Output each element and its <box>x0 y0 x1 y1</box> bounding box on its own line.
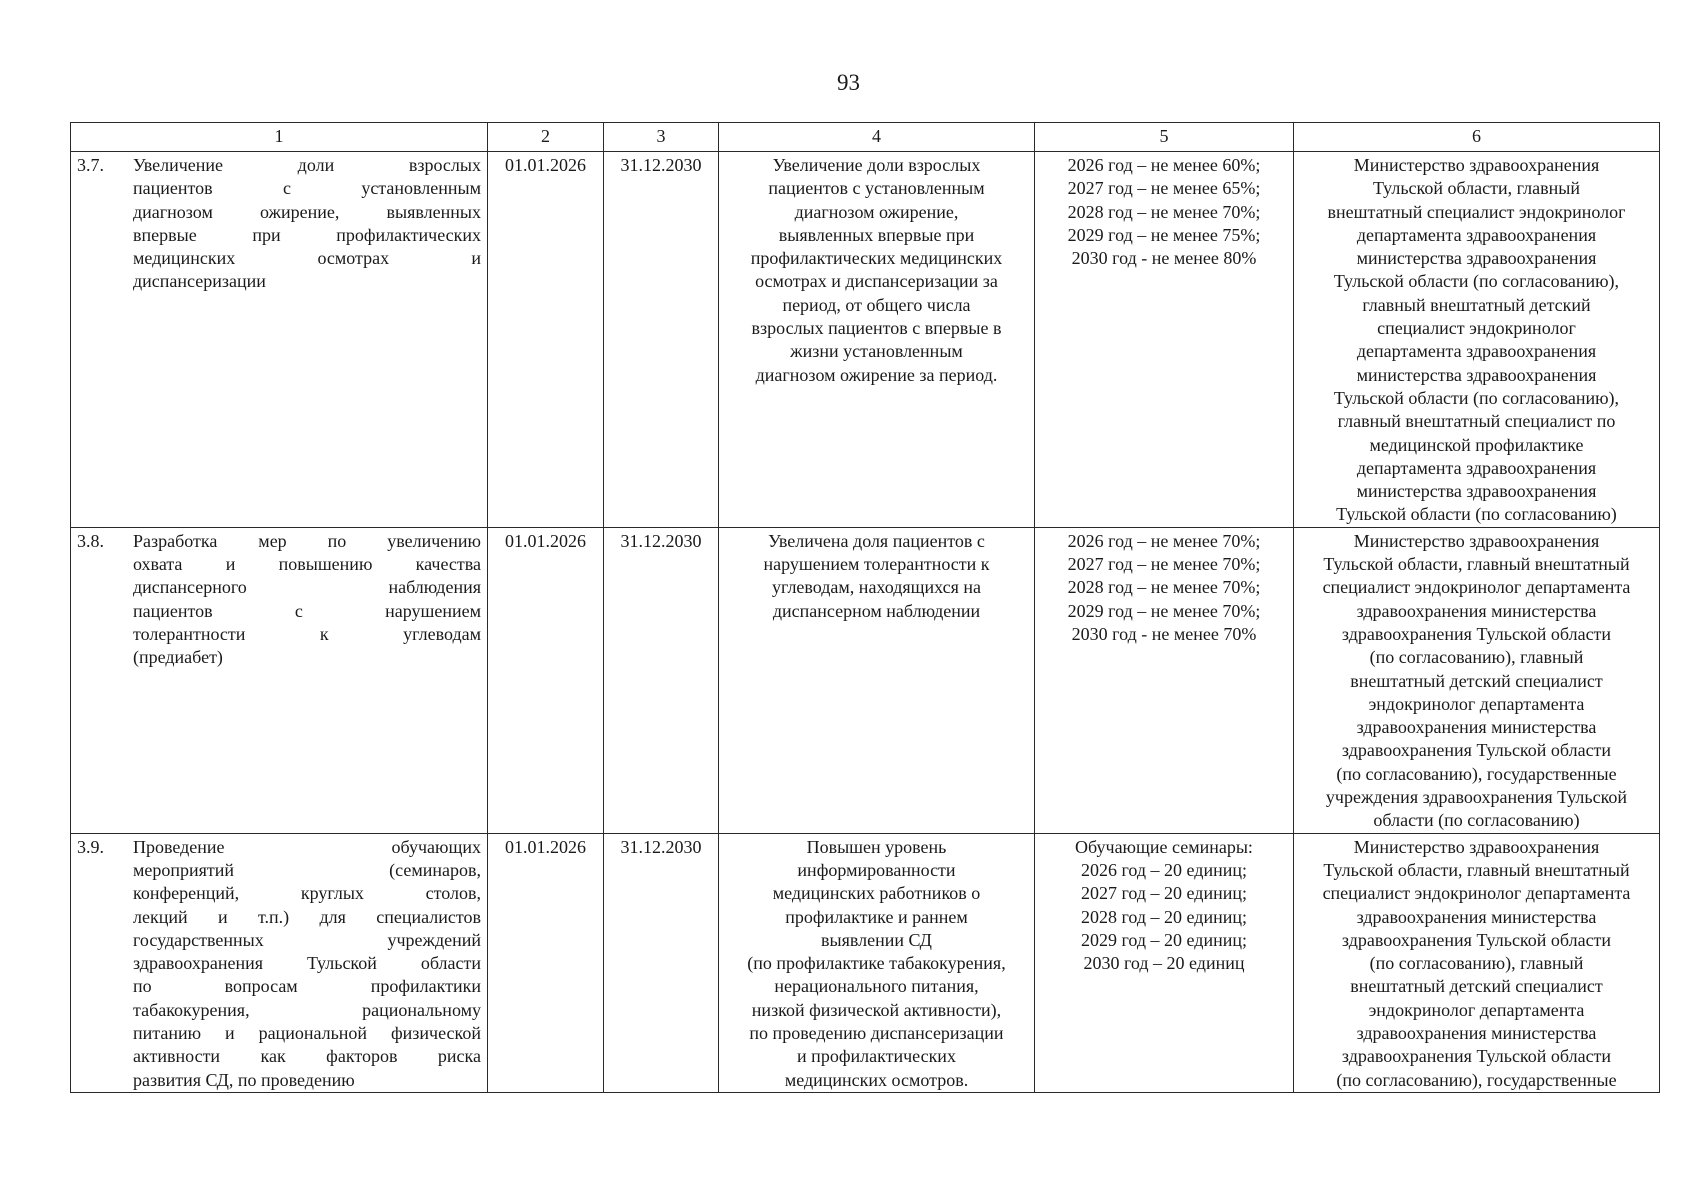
table-row <box>71 152 1660 528</box>
text-line: 2026 год – не менее 70%; <box>1067 530 1261 551</box>
text-line: диагнозом ожирение за период. <box>755 364 998 385</box>
text-line: 2026 год – не менее 60%; <box>1067 155 1261 175</box>
text-line: конференций, круглых столов, <box>133 883 481 904</box>
column-header-5: 5 <box>1035 123 1294 152</box>
table-row <box>71 527 1660 833</box>
responsible-executors <box>1294 527 1660 833</box>
measure-name <box>133 836 481 1092</box>
text-line: Министерство здравоохранения <box>1353 530 1600 551</box>
text-line: эндокринолог департамента <box>1368 999 1585 1020</box>
text-line: Обучающие семинары: <box>1075 836 1253 857</box>
text-line: медицинских работников о <box>772 883 981 904</box>
text-line: диагнозом ожирение, выявленных <box>133 201 481 222</box>
text-line: 2030 год – 20 единиц <box>1083 953 1245 974</box>
text-line: 2028 год – не менее 70%; <box>1067 577 1261 598</box>
text-line: эндокринолог департамента <box>1368 693 1585 714</box>
expected-result <box>719 152 1035 528</box>
start-date: 01.01.2026 <box>488 527 604 833</box>
end-date: 31.12.2030 <box>604 527 719 833</box>
text-line: лекций и т.п.) для специалистов <box>133 906 481 927</box>
text-line: пациентов с установленным <box>133 178 481 199</box>
text-line: здравоохранения министерства <box>1356 906 1597 927</box>
text-line: специалист эндокринолог департамента <box>1322 883 1631 904</box>
text-line: 2028 год – не менее 70%; <box>1067 201 1261 222</box>
text-line: нарушением толерантности к <box>763 554 990 575</box>
text-line: Тульской области, главный внештатный <box>1323 554 1630 575</box>
text-line: диагнозом ожирение, <box>794 201 959 222</box>
text-line: пациентов с нарушением <box>133 600 481 621</box>
text-line: главный внештатный специалист по <box>1337 411 1616 432</box>
text-line: Тульской области (по согласованию) <box>1336 504 1617 525</box>
text-line: диспансеризации <box>133 271 266 292</box>
text-line: (предиабет) <box>133 647 223 668</box>
text-line: впервые при профилактических <box>133 224 481 245</box>
page-number: 93 <box>837 70 860 95</box>
text-line: медицинских осмотрах и <box>133 248 481 269</box>
text-line: питанию и рациональной физической <box>133 1022 481 1043</box>
text-line: 2029 год – не менее 75%; <box>1067 224 1261 245</box>
text-line: информированности <box>797 859 956 880</box>
text-line: здравоохранения министерства <box>1356 1022 1597 1043</box>
text-line: по вопросам профилактики <box>133 976 481 997</box>
text-line: (по согласованию), главный <box>1369 953 1584 974</box>
responsible-executors <box>1294 833 1660 1092</box>
expected-result <box>719 527 1035 833</box>
text-line: специалист эндокринолог <box>1377 318 1576 339</box>
text-line: здравоохранения Тульской области <box>1341 740 1612 761</box>
measure-name <box>133 154 481 294</box>
table-row <box>71 833 1660 1092</box>
text-line: 2030 год - не менее 80% <box>1071 248 1257 269</box>
expected-result <box>719 833 1035 1092</box>
measure-number: 3.9. <box>77 836 104 857</box>
text-line: Увеличение доли взрослых <box>772 155 981 175</box>
text-line: Разработка мер по увеличению <box>133 530 481 551</box>
text-line: 2028 год – 20 единиц; <box>1080 906 1248 927</box>
text-line: охвата и повышению качества <box>133 554 481 575</box>
text-line: Тульской области (по согласованию), <box>1333 271 1620 292</box>
text-line: специалист эндокринолог департамента <box>1322 577 1631 598</box>
text-line: здравоохранения Тульской области <box>1341 623 1612 644</box>
text-line: диспансерном наблюдении <box>772 600 981 621</box>
column-header-1: 1 <box>71 123 488 152</box>
measure-number: 3.8. <box>77 530 104 551</box>
text-line: (по профилактике табакокурения, <box>747 953 1006 974</box>
text-line: диспансерного наблюдения <box>133 577 481 598</box>
table-header-row <box>71 123 1660 152</box>
text-line: Министерство здравоохранения <box>1353 155 1600 175</box>
measure-cell <box>71 527 488 833</box>
text-line: углеводам, находящихся на <box>771 577 982 598</box>
text-line: департамента здравоохранения <box>1356 457 1597 478</box>
text-line: 2030 год - не менее 70% <box>1071 623 1257 644</box>
text-line: жизни установленным <box>790 341 963 362</box>
text-line: профилактике и раннем <box>785 906 968 927</box>
text-line: здравоохранения Тульской области <box>1341 929 1612 950</box>
measures-table <box>70 122 1660 1093</box>
column-header-4: 4 <box>719 123 1035 152</box>
measure-number: 3.7. <box>77 155 104 175</box>
text-line: внештатный детский специалист <box>1350 670 1603 691</box>
text-line: мероприятий (семинаров, <box>133 859 481 880</box>
column-header-3: 3 <box>604 123 719 152</box>
text-line: медицинской профилактике <box>1369 434 1584 455</box>
responsible-executors <box>1294 152 1660 528</box>
text-line: 2026 год – 20 единиц; <box>1080 859 1248 880</box>
measure-cell <box>71 152 488 528</box>
text-line: и профилактических <box>797 1046 956 1067</box>
target-indicators <box>1035 527 1294 833</box>
text-line: Тульской области, главный <box>1373 178 1580 199</box>
text-line: департамента здравоохранения <box>1356 224 1597 245</box>
text-line: Тульской области (по согласованию), <box>1333 387 1620 408</box>
text-line: главный внештатный детский <box>1362 294 1591 315</box>
column-header-6: 6 <box>1294 123 1660 152</box>
text-line: 2027 год – не менее 65%; <box>1067 178 1261 199</box>
text-line: взрослых пациентов с впервые в <box>751 318 1002 339</box>
text-line: государственных учреждений <box>133 929 481 950</box>
text-line: развития СД, по проведению <box>133 1069 355 1090</box>
text-line: активности как факторов риска <box>133 1046 481 1067</box>
text-line: внештатный детский специалист <box>1350 976 1603 997</box>
text-line: осмотрах и диспансеризации за <box>755 271 998 292</box>
text-line: 2029 год – 20 единиц; <box>1080 929 1248 950</box>
text-line: табакокурения, рациональному <box>133 999 481 1020</box>
text-line: медицинских осмотров. <box>784 1069 969 1090</box>
text-line: здравоохранения Тульской области <box>1341 1046 1612 1067</box>
text-line: Министерство здравоохранения <box>1353 836 1600 857</box>
text-line: период, от общего числа <box>782 294 971 315</box>
text-line: министерства здравоохранения <box>1356 248 1597 269</box>
text-line: здравоохранения Тульской области <box>133 953 481 974</box>
text-line: пациентов с установленным <box>768 178 985 199</box>
start-date: 01.01.2026 <box>488 152 604 528</box>
text-line: (по согласованию), государственные <box>1336 1069 1617 1090</box>
start-date: 01.01.2026 <box>488 833 604 1092</box>
end-date: 31.12.2030 <box>604 833 719 1092</box>
end-date: 31.12.2030 <box>604 152 719 528</box>
text-line: (по согласованию), государственные <box>1336 763 1617 784</box>
text-line: области (по согласованию) <box>1373 810 1580 831</box>
text-line: здравоохранения министерства <box>1356 600 1597 621</box>
text-line: министерства здравоохранения <box>1356 481 1597 502</box>
text-line: 2027 год – не менее 70%; <box>1067 554 1261 575</box>
text-line: нерационального питания, <box>774 976 979 997</box>
text-line: Повышен уровень <box>806 836 947 857</box>
text-line: министерства здравоохранения <box>1356 364 1597 385</box>
measure-cell <box>71 833 488 1092</box>
text-line: (по согласованию), главный <box>1369 647 1584 668</box>
text-line: департамента здравоохранения <box>1356 341 1597 362</box>
text-line: выявлении СД <box>821 929 932 950</box>
column-header-2: 2 <box>488 123 604 152</box>
text-line: Тульской области, главный внештатный <box>1323 859 1630 880</box>
text-line: низкой физической активности), <box>751 999 1002 1020</box>
target-indicators <box>1035 152 1294 528</box>
target-indicators <box>1035 833 1294 1092</box>
text-line: учреждения здравоохранения Тульской <box>1325 787 1628 808</box>
text-line: Увеличение доли взрослых <box>133 155 481 175</box>
text-line: толерантности к углеводам <box>133 623 481 644</box>
text-line: внештатный специалист эндокринолог <box>1327 201 1626 222</box>
text-line: Увеличена доля пациентов с <box>768 530 985 551</box>
text-line: выявленных впервые при <box>778 224 975 245</box>
text-line: Проведение обучающих <box>133 836 481 857</box>
text-line: 2029 год – не менее 70%; <box>1067 600 1261 621</box>
text-line: здравоохранения министерства <box>1356 717 1597 738</box>
text-line: профилактических медицинских <box>750 248 1003 269</box>
text-line: 2027 год – 20 единиц; <box>1080 883 1248 904</box>
measure-name <box>133 530 481 670</box>
text-line: по проведению диспансеризации <box>749 1022 1004 1043</box>
